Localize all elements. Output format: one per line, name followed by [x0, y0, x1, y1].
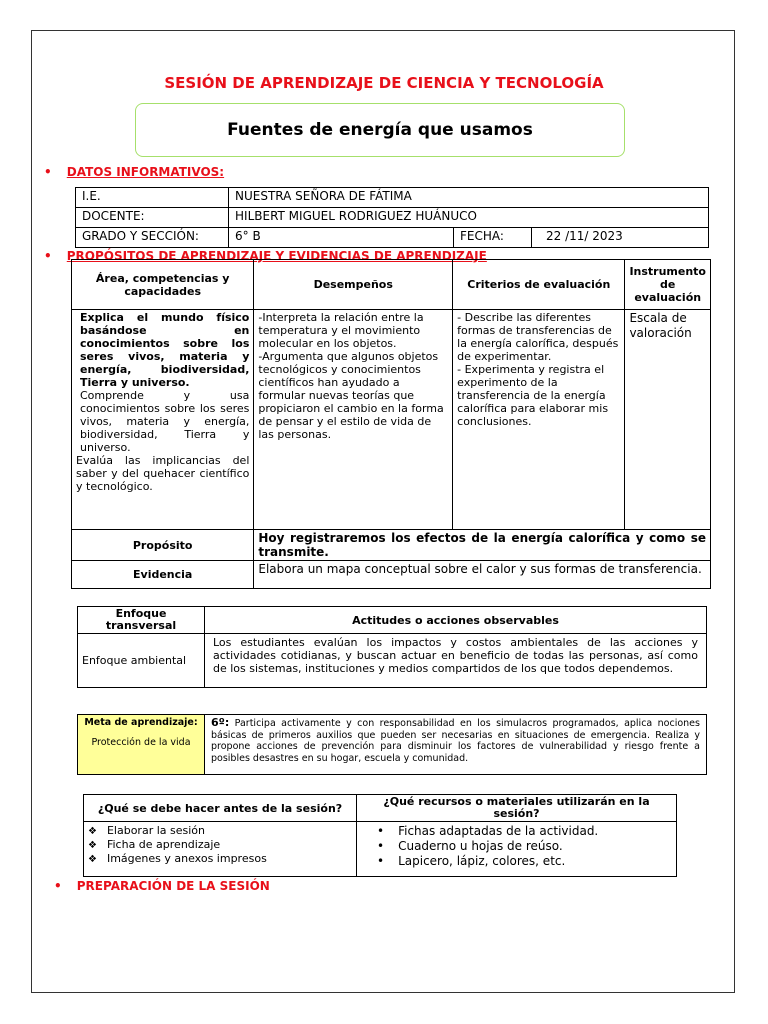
- proposito-text: Hoy registraremos los efectos de la energía calorífica y como se transmite.: [254, 530, 711, 561]
- header-recursos: ¿Qué recursos o materiales utilizarán en la sesión?: [357, 795, 677, 822]
- section-datos-heading: DATOS INFORMATIVOS:: [66, 165, 225, 179]
- docente-label: DOCENTE:: [76, 208, 229, 228]
- list-item: • Lapicero, lápiz, colores, etc.: [383, 854, 672, 869]
- enfoque-value: Enfoque ambiental: [78, 634, 205, 688]
- bullet-icon: •: [44, 165, 52, 179]
- instrumento-value: Escala de valoración: [625, 310, 711, 530]
- meta-label-cell: [78, 715, 205, 775]
- header-area: Área, competencias y capacidades: [72, 260, 254, 310]
- grado-value: 6° B: [229, 228, 454, 248]
- bullet-icon: •: [54, 879, 62, 893]
- antes-cell: [84, 822, 357, 877]
- criterios-cell: [453, 310, 625, 530]
- evidencia-label: Evidencia: [72, 561, 254, 589]
- meta-text: Participa activamente y con responsabilidad en los simulacros programados, aplica nociones básicas de primeros auxilios que pueden ser necesarias en situaciones de emergencia. Realiza y propone acciones de prevención para disminuir los factores de vulnerabilidad y riesgo frente a posibles desastres en su hogar, escuela y comunidad.: [211, 718, 700, 764]
- recursos-cell: [357, 822, 677, 877]
- list-item: • Fichas adaptadas de la actividad.: [383, 824, 672, 839]
- enfoque-table: [77, 606, 707, 688]
- proposito-label: Propósito: [72, 530, 254, 561]
- section-preparacion: [54, 875, 270, 894]
- list-item: ❖ Elaborar la sesión: [88, 824, 352, 838]
- propositos-table: [71, 259, 711, 589]
- criterio-2: - Experimenta y registra el experimento de la transferencia de la energía calorífica para elaborar mis conclusiones.: [457, 363, 609, 428]
- antes-list: [88, 824, 352, 866]
- fecha-label: FECHA:: [454, 228, 532, 248]
- area-capacidad-2: Evalúa las implicancias del saber y del quehacer científico y tecnológico.: [76, 454, 250, 493]
- grado-label: GRADO Y SECCIÓN:: [76, 228, 229, 248]
- header-criterios: Criterios de evaluación: [453, 260, 625, 310]
- area-capacidad-1: Comprende y usa conocimientos sobre los seres vivos, materia y energía, biodiversidad, Tierra y universo.: [80, 389, 250, 454]
- preparacion-table: [83, 794, 677, 877]
- header-antes: ¿Qué se debe hacer antes de la sesión?: [84, 795, 357, 822]
- section-datos: [44, 161, 224, 180]
- header-actitudes: Actitudes o acciones observables: [205, 607, 707, 634]
- criterio-1: - Describe las diferentes formas de transferencias de la energía calorífica, después de experimentar.: [457, 311, 619, 363]
- bullet-icon: •: [44, 249, 52, 263]
- area-cell: [72, 310, 254, 530]
- meta-grado: 6º:: [211, 716, 230, 729]
- meta-text-cell: [205, 715, 707, 775]
- list-item: • Cuaderno u hojas de reúso.: [383, 839, 672, 854]
- list-item: ❖ Ficha de aprendizaje: [88, 838, 352, 852]
- session-subtitle: Fuentes de energía que usamos: [135, 103, 625, 157]
- meta-table: [77, 714, 707, 775]
- evidencia-text: Elabora un mapa conceptual sobre el calor y sus formas de transferencia.: [254, 561, 711, 589]
- list-item: ❖ Imágenes y anexos impresos: [88, 852, 352, 866]
- section-preparacion-heading: PREPARACIÓN DE LA SESIÓN: [76, 879, 270, 893]
- section-propositos-heading: PROPÓSITOS DE APRENDIZAJE Y EVIDENCIAS DE APRENDIZAJE: [66, 249, 487, 263]
- header-instrumento: Instrumento de evaluación: [625, 260, 711, 310]
- meta-label: Meta de aprendizaje:: [84, 717, 198, 728]
- header-enfoque: Enfoque transversal: [78, 607, 205, 634]
- actitud-text: Los estudiantes evalúan los impactos y costos ambientales de las acciones y actividades cotidianas, y buscan actuar en beneficio de todas las personas, así como de los sistemas, instituciones y medios compartidos de los que todos dependemos.: [205, 634, 707, 688]
- header-desempenos: Desempeños: [254, 260, 453, 310]
- page-title: SESIÓN DE APRENDIZAJE DE CIENCIA Y TECNOLOGÍA: [164, 74, 604, 92]
- ie-label: I.E.: [76, 188, 229, 208]
- recursos-list: [361, 824, 672, 869]
- desempenos-cell: [254, 310, 453, 530]
- info-table: [75, 187, 709, 248]
- area-competencia: Explica el mundo físico basándose en conocimientos sobre los seres vivos, materia y energía, biodiversidad, Tierra y universo.: [80, 311, 250, 389]
- meta-area: Protección de la vida: [91, 736, 191, 748]
- ie-value: NUESTRA SEÑORA DE FÁTIMA: [229, 188, 709, 208]
- docente-value: HILBERT MIGUEL RODRIGUEZ HUÁNUCO: [229, 208, 709, 228]
- fecha-value: 22 /11/ 2023: [532, 228, 709, 248]
- desempeno-1: -Interpreta la relación entre la temperatura y el movimiento molecular en los objetos.: [258, 311, 424, 350]
- desempeno-2: -Argumenta que algunos objetos tecnológicos y conocimientos científicos han ayudado a formular nuevas teorías que propiciaron el cambio en la forma de pensar y el estilo de vida de las personas.: [258, 350, 444, 441]
